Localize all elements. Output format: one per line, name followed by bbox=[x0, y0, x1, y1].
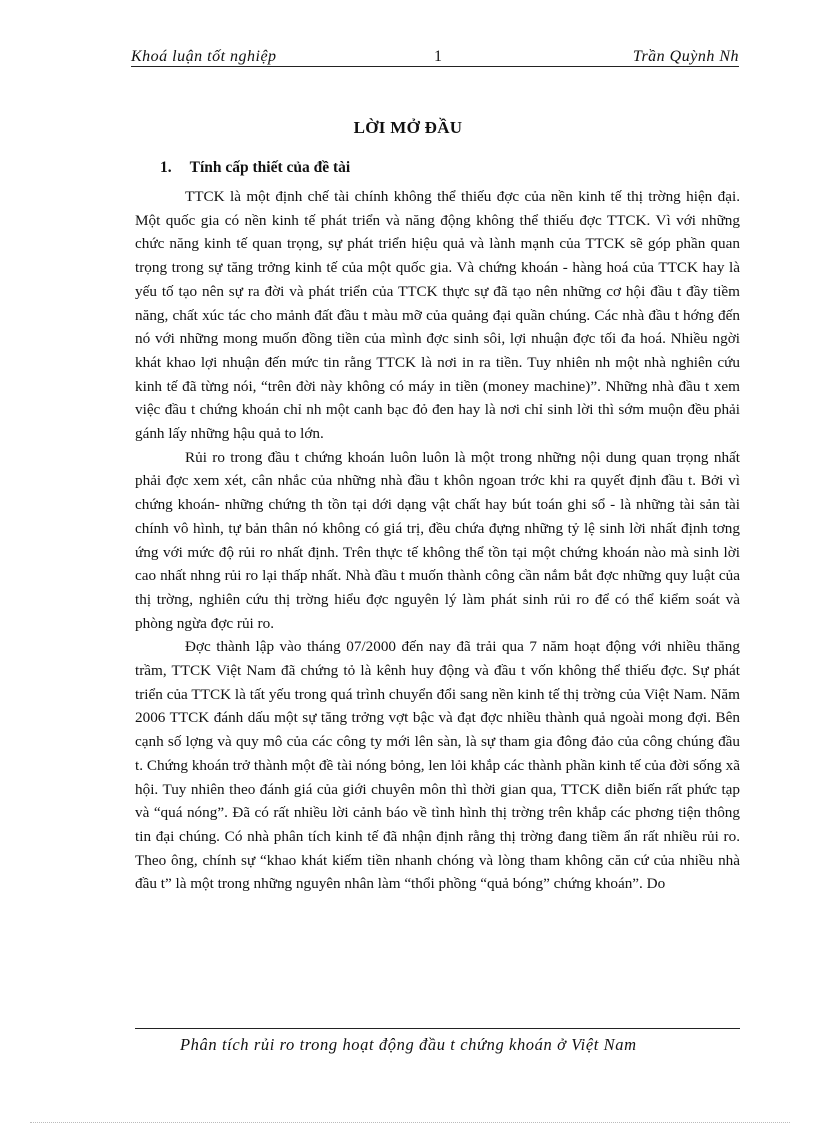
section-number: 1. bbox=[160, 159, 172, 176]
paragraph: Rủi ro trong đầu t chứng khoán luôn luôn là một trong những nội dung quan trọng nhất phải đợc xem xét, cân nhắc của những nhà đầu t khôn ngoan trớc khi ra quyết định đầu t. Bởi vì chứng khoán- những chứng th tồn tại dới dạng vật chất hay bút toán ghi sổ - là những tài sản tài chính vô hình, tự bản thân nó không có giá trị, đều chứa đựng những tỷ lệ sinh lời nhất định tơng ứng với mức độ rủi ro nhất định. Trên thực tế không thể tồn tại một chứng khoán nào mà sinh lời cao nhất nhng rủi ro lại thấp nhất. Nhà đầu t muốn thành công cần nắm bắt đợc những quy luật của thị trờng, nghiên cứu thị trờng hiểu đợc nguyên lý làm phát sinh rủi ro để có thể kiểm soát và phòng ngừa đợc rủi ro. bbox=[135, 448, 740, 632]
footer-divider bbox=[135, 1028, 740, 1029]
body-text bbox=[135, 185, 740, 896]
page-number: 1 bbox=[434, 48, 443, 65]
section-title: Tính cấp thiết của đề tài bbox=[189, 159, 351, 176]
page-footer: Phân tích rủi ro trong hoạt động đầu t chứng khoán ở Việt Nam bbox=[180, 1035, 637, 1054]
header-thesis-label: Khoá luận tốt nghiệp bbox=[131, 48, 277, 65]
section-heading bbox=[160, 159, 350, 177]
paragraph: Đợc thành lập vào tháng 07/2000 đến nay đã trải qua 7 năm hoạt động với nhiều thăng trầm, TTCK Việt Nam đã chứng tỏ là kênh huy động và đầu t vốn không thể thiếu đợc. Sự phát triển của TTCK là tất yếu trong quá trình chuyển đổi sang nền kinh tế thị trờng của Việt Nam. Năm 2006 TTCK đánh dấu một sự tăng trởng vợt bậc và đạt đợc nhiều thành quả ngoài mong đợi. Bên cạnh số lợng và quy mô của các công ty mới lên sàn, là sự tham gia đông đảo của công chúng đầu t. Chứng khoán trở thành một đề tài nóng bỏng, len lỏi khắp các thành phần kinh tế của đời sống xã hội. Tuy nhiên theo đánh giá của giới chuyên môn thì thời gian qua, TTCK diễn biến rất phức tạp và “quá nóng”. Đã có rất nhiều lời cảnh báo về tình hình thị trờng trên khắp các phơng tiện thông tin đại chúng. Có nhà phân tích kinh tế đã nhận định rằng thị trờng đang tiềm ẩn rất nhiều rủi ro. Theo ông, chính sự “khao khát kiếm tiền nhanh chóng và lòng tham không căn cứ của nhiều nhà đầu t” là một trong những nguyên nhân làm “thổi phồng “quả bóng” chứng khoán”. Do bbox=[135, 638, 740, 893]
header-divider bbox=[131, 66, 739, 67]
header-author: Trần Quỳnh Nh bbox=[632, 48, 739, 65]
page-title: LỜI MỞ ĐẦU bbox=[353, 118, 463, 137]
page-header bbox=[131, 48, 739, 68]
paragraph: TTCK là một định chế tài chính không thể thiếu đợc của nền kinh tế thị trờng hiện đại. Một quốc gia có nền kinh tế phát triển và năng động không thể thiếu đợc TTCK. Vì với những chức năng kinh tế quan trọng, sự phát triển hiệu quả và lành mạnh của TTCK sẽ góp phần quan trọng trong sự tăng trởng kinh tế của một quốc gia. Và chứng khoán - hàng hoá của TTCK hay là yếu tố tạo nên sự ra đời và phát triển của TTCK thực sự đã tạo nên những cơ hội đầu t đầy tiềm năng, chất xúc tác cho mảnh đất đầu t màu mỡ của quảng đại quần chúng. Các nhà đầu t hớng đến nó với những mong muốn đồng tiền của mình đợc sinh sôi, lợi nhuận đợc tối đa hoá. Nhiều ngời khát khao lợi nhuận đến mức tin rằng TTCK là nơi in ra tiền. Tuy nhiên nh một nhà nghiên cứu kinh tế đã từng nói, “trên đời này không có máy in tiền (money machine)”. Những nhà đầu t xem việc đầu t chứng khoán chỉ nh một canh bạc đỏ đen hay là nơi chỉ sinh lời thì sớm muộn đều phải gánh lấy những hậu quả to lớn. bbox=[135, 188, 740, 443]
